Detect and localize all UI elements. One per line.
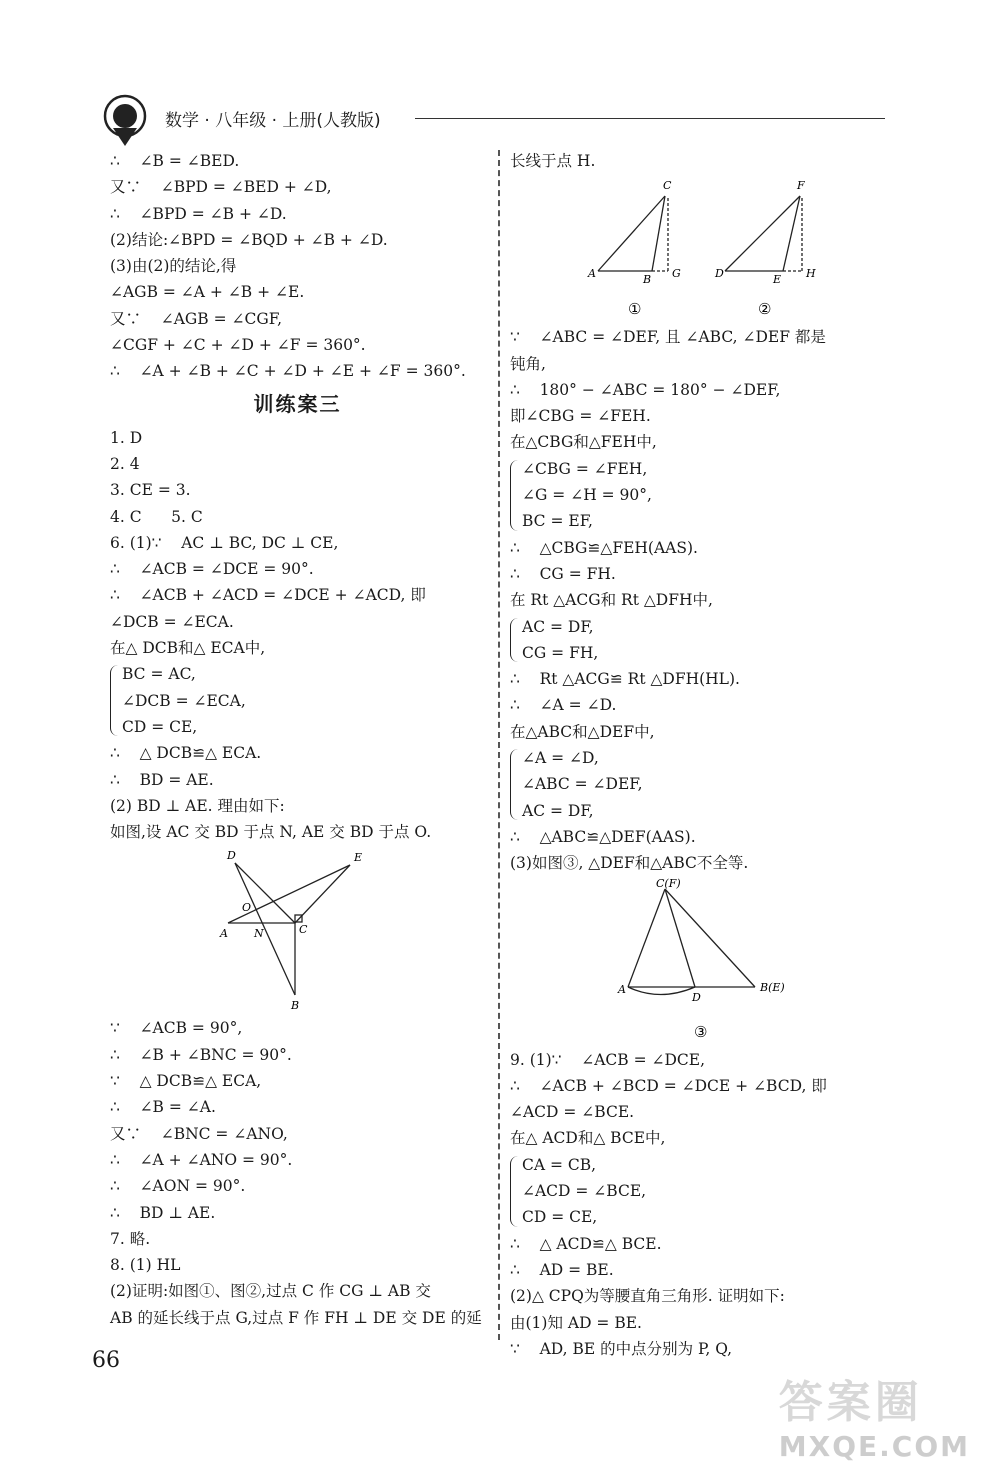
text-line: (2)证明:如图①、图②,过点 C 作 CG ⊥ AB 交	[110, 1282, 431, 1301]
figure-label: D	[715, 267, 724, 281]
page-header	[95, 98, 895, 138]
text-line: ∠AGB = ∠A + ∠B + ∠E.	[110, 283, 305, 302]
brace-system	[510, 456, 895, 535]
figure-label: A	[220, 927, 228, 941]
figure-label: C(F)	[656, 876, 681, 890]
text-line: (2)△ CPQ为等腰直角三角形. 证明如下:	[510, 1287, 785, 1306]
text-line: ∠CGF + ∠C + ∠D + ∠F = 360°.	[110, 336, 366, 355]
text-line: ∠CBG = ∠FEH,	[522, 459, 648, 478]
text-block	[110, 1015, 485, 1331]
text-line: ∴ △ABC≌△DEF(AAS).	[510, 827, 696, 846]
figure-label: A	[588, 267, 596, 281]
text-line: ∵ ∠ABC = ∠DEF, 且 ∠ABC, ∠DEF 都是	[510, 328, 826, 347]
text-line: ∴ BD = AE.	[110, 770, 214, 789]
brace-icon	[110, 665, 119, 736]
text-line: BC = EF,	[522, 512, 593, 531]
text-line: 又∵ ∠BNC = ∠ANO,	[110, 1124, 288, 1143]
text-line: 9. (1)∵ ∠ACB = ∠DCE,	[510, 1050, 706, 1069]
figure-label: E	[773, 273, 782, 287]
text-block	[510, 324, 895, 455]
left-column	[110, 148, 485, 1331]
text-line: ∠ACD = ∠BCE,	[522, 1182, 647, 1201]
text-line: 长线于点 H.	[510, 152, 596, 170]
text-block	[510, 824, 895, 877]
text-line: ∴ ∠B = ∠BED.	[110, 152, 240, 170]
geometry-figure-q8-3	[510, 877, 895, 1047]
text-line: ∴ ∠ACB + ∠BCD = ∠DCE + ∠BCD, 即	[510, 1076, 827, 1095]
text-line: 钝角,	[510, 354, 546, 373]
text-line: ∴ ∠B = ∠A.	[110, 1098, 216, 1117]
figure-caption: ③	[694, 1022, 708, 1041]
figure-label: N	[254, 927, 264, 941]
text-line: ∴ CG = FH.	[510, 564, 616, 583]
text-block	[510, 666, 895, 745]
text-line: CA = CB,	[522, 1155, 597, 1174]
watermark-text: 答案圈	[778, 1377, 923, 1428]
text-line: 在△ABC和△DEF中,	[510, 722, 655, 741]
figure-caption: ②	[758, 300, 772, 319]
figure-label: C	[663, 179, 672, 193]
figure-label: E	[354, 851, 363, 865]
figure-label: G	[672, 267, 681, 281]
text-line: ∠G = ∠H = 90°,	[522, 486, 652, 505]
figure-label: O	[242, 901, 252, 915]
text-line: 又∵ ∠BPD = ∠BED + ∠D,	[110, 178, 332, 197]
brace-system	[510, 614, 895, 667]
watermark-url: MXQE.COM	[778, 1430, 970, 1463]
text-line: ∴ ∠A + ∠B + ∠C + ∠D + ∠E + ∠F = 360°.	[110, 362, 466, 381]
figure-label: H	[806, 267, 816, 281]
figure-label: D	[692, 990, 701, 1004]
text-line: (3)由(2)的结论,得	[110, 257, 237, 276]
text-line: ∴ ∠AON = 90°.	[110, 1177, 246, 1196]
text-line: (2)结论:∠BPD = ∠BQD + ∠B + ∠D.	[110, 230, 388, 249]
right-column	[510, 148, 895, 1362]
brace-system	[110, 661, 485, 740]
text-line: CG = FH,	[522, 643, 599, 662]
text-line: ∴ ∠BPD = ∠B + ∠D.	[110, 204, 287, 223]
text-line: ∴ AD = BE.	[510, 1260, 614, 1279]
header-title: 数学 · 八年级 · 上册(人教版)	[165, 111, 381, 131]
text-line: 7. 略.	[110, 1229, 151, 1248]
page-number: 66	[92, 1348, 120, 1373]
text-line: 1. D	[110, 428, 143, 447]
text-line: ∵ △ DCB≌△ ECA,	[110, 1072, 262, 1091]
text-line: ∴ △CBG≌△FEH(AAS).	[510, 538, 698, 557]
brace-icon	[510, 460, 519, 531]
brace-system	[510, 1152, 895, 1231]
text-line: (2) BD ⊥ AE. 理由如下:	[110, 796, 285, 815]
text-line: ∵ ∠ACB = 90°,	[110, 1019, 243, 1038]
text-line: 2. 4	[110, 454, 140, 473]
text-line: 在△ DCB和△ ECA中,	[110, 639, 266, 658]
text-line: ∴ △ ACD≌△ BCE.	[510, 1234, 662, 1253]
text-line: 6. (1)∵ AC ⊥ BC, DC ⊥ CE,	[110, 533, 339, 552]
figure-label: C	[299, 923, 308, 937]
section-title: 训练案三	[253, 391, 342, 416]
text-line: ∠DCB = ∠ECA.	[110, 612, 234, 631]
text-line: AC = DF,	[522, 801, 594, 820]
text-line: 如图,设 AC 交 BD 于点 N, AE 交 BD 于点 O.	[110, 823, 432, 842]
header-rule	[415, 118, 885, 119]
text-line: ∵ AD, BE 的中点分别为 P, Q,	[510, 1339, 733, 1358]
column-divider	[498, 150, 500, 1340]
text-block	[110, 740, 485, 845]
text-line: ∴ △ DCB≌△ ECA.	[110, 744, 262, 763]
text-line: 在 Rt △ACG和 Rt △DFH中,	[510, 591, 713, 610]
text-line: 8. (1) HL	[110, 1256, 181, 1275]
text-line: 由(1)知 AD = BE.	[510, 1313, 642, 1332]
figure-label: D	[227, 849, 236, 863]
brace-icon	[510, 749, 519, 820]
watermark	[779, 1366, 970, 1463]
text-block	[110, 425, 485, 662]
text-block	[510, 535, 895, 614]
text-block	[510, 1047, 895, 1152]
geometry-figure-q8-1-2	[510, 174, 895, 324]
brace-icon	[510, 1156, 519, 1227]
figure-caption: ①	[628, 300, 642, 319]
text-line: ∴ ∠ACB = ∠DCE = 90°.	[110, 560, 314, 579]
text-line: AB 的延长线于点 G,过点 F 作 FH ⊥ DE 交 DE 的延	[110, 1308, 482, 1327]
text-block	[110, 148, 485, 385]
text-line: ∠ABC = ∠DEF,	[522, 775, 643, 794]
school-logo-icon	[95, 88, 155, 148]
text-line: 4. C 5. C	[110, 507, 203, 526]
text-line: ∴ ∠ACB + ∠ACD = ∠DCE + ∠ACD, 即	[110, 586, 426, 605]
figure-label: B	[291, 999, 300, 1013]
text-line: 在△CBG和△FEH中,	[510, 433, 657, 452]
figure-label: F	[797, 179, 805, 193]
text-block	[510, 1231, 895, 1362]
brace-icon	[510, 618, 519, 663]
text-line: 3. CE = 3.	[110, 481, 191, 500]
text-line: AC = DF,	[522, 617, 594, 636]
text-line: ∴ ∠B + ∠BNC = 90°.	[110, 1045, 292, 1064]
figure-label: B(E)	[760, 980, 785, 994]
text-line: BC = AC,	[122, 665, 196, 684]
text-line: ∴ ∠A = ∠D.	[510, 696, 617, 715]
text-line: ∴ BD ⊥ AE.	[110, 1203, 216, 1222]
text-line: 即∠CBG = ∠FEH.	[510, 407, 651, 426]
geometry-figure-q6	[110, 845, 485, 1015]
text-line: ∠DCB = ∠ECA,	[122, 691, 246, 710]
text-line: 在△ ACD和△ BCE中,	[510, 1129, 666, 1148]
figure-label: B	[643, 273, 652, 287]
figure-label: A	[618, 982, 626, 996]
text-line: ∴ Rt △ACG≌ Rt △DFH(HL).	[510, 670, 740, 689]
text-line: ∴ ∠A + ∠ANO = 90°.	[110, 1150, 293, 1169]
text-line: CD = CE,	[122, 717, 198, 736]
text-line: ∠ACD = ∠BCE.	[510, 1103, 635, 1122]
brace-system	[510, 745, 895, 824]
text-line: (3)如图③, △DEF和△ABC不全等.	[510, 854, 749, 873]
text-line: ∠A = ∠D,	[522, 749, 599, 768]
text-line: 又∵ ∠AGB = ∠CGF,	[110, 309, 282, 328]
text-line: ∴ 180° − ∠ABC = 180° − ∠DEF,	[510, 380, 781, 399]
text-line: CD = CE,	[522, 1208, 598, 1227]
